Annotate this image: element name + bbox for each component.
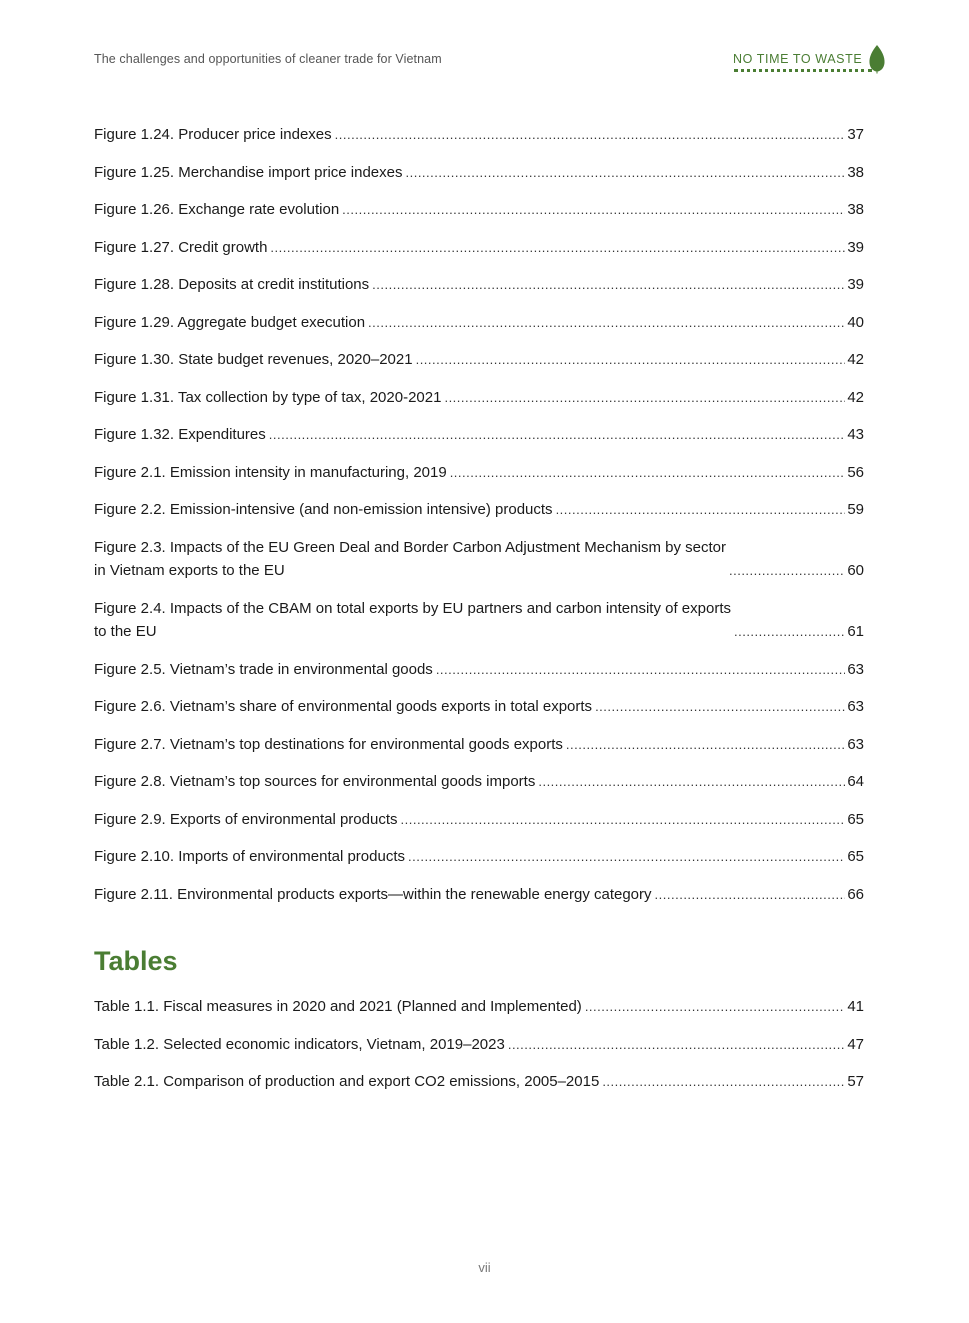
- dot-leader: [436, 658, 846, 681]
- list-of-figures: [94, 123, 864, 920]
- toc-entry-label: Figure 1.27. Credit growth: [94, 238, 268, 256]
- toc-entry[interactable]: [94, 236, 864, 259]
- dot-leader: [405, 161, 845, 184]
- toc-entry-label: Figure 2.2. Emission-intensive (and non-emission intensive) products: [94, 501, 553, 518]
- list-of-tables: [94, 995, 864, 1108]
- toc-entry-label: Figure 1.28. Deposits at credit institutions: [94, 276, 370, 293]
- dot-leader: [269, 423, 846, 446]
- toc-entry-page: 63: [847, 660, 864, 678]
- dot-leader: [335, 123, 846, 146]
- dot-leader: [342, 198, 845, 221]
- dot-leader: [401, 808, 846, 831]
- toc-entry-page: 63: [847, 698, 864, 715]
- toc-entry-label: Table 1.2. Selected economic indicators, Vietnam, 2019–2023: [94, 1035, 505, 1053]
- toc-entry-page: 63: [847, 735, 864, 753]
- toc-entry-page: 47: [847, 1035, 864, 1053]
- dot-leader: [556, 498, 846, 521]
- toc-entry[interactable]: [94, 423, 864, 446]
- toc-entry[interactable]: [94, 658, 864, 681]
- toc-entry-label-block: [94, 597, 731, 643]
- dot-leader: [270, 236, 845, 259]
- toc-entry-label: Table 2.1. Comparison of production and export CO2 emissions, 2005–2015: [94, 1073, 600, 1090]
- toc-entry[interactable]: [94, 995, 864, 1018]
- toc-entry-page: 42: [847, 388, 864, 406]
- toc-entry-label: Figure 2.3. Impacts of the EU Green Deal and Border Carbon Adjustment Mechanism by sector: [94, 538, 726, 556]
- toc-entry-label: Figure 2.4. Impacts of the CBAM on total exports by EU partners and carbon intensity of exports: [94, 599, 731, 617]
- toc-entry-page: 65: [847, 848, 864, 865]
- brand-text: NO TIME TO WASTE: [733, 52, 863, 66]
- toc-entry[interactable]: [94, 273, 864, 296]
- toc-entry-page: 56: [847, 463, 864, 481]
- toc-entry[interactable]: [94, 597, 864, 643]
- toc-entry-page: 60: [847, 561, 864, 579]
- toc-entry-label: Figure 2.8. Vietnam’s top sources for environmental goods imports: [94, 773, 536, 790]
- toc-entry-label: Figure 2.1. Emission intensity in manufacturing, 2019: [94, 463, 447, 481]
- toc-entry-label: Figure 2.7. Vietnam’s top destinations for environmental goods exports: [94, 735, 563, 753]
- toc-entry[interactable]: [94, 123, 864, 146]
- dot-leader: [729, 559, 845, 582]
- toc-entry-page: 39: [847, 276, 864, 293]
- dot-leader: [368, 311, 845, 334]
- toc-entry-page: 42: [847, 351, 864, 368]
- dot-leader: [655, 883, 846, 906]
- toc-entry-page: 61: [847, 622, 864, 640]
- page-number: vii: [478, 1260, 491, 1275]
- dot-leader: [416, 348, 846, 371]
- toc-entry-label-block: [94, 536, 726, 582]
- toc-entry[interactable]: [94, 461, 864, 484]
- dot-leader: [508, 1033, 845, 1056]
- toc-entry-label: Figure 1.25. Merchandise import price indexes: [94, 163, 403, 181]
- toc-entry-label: Figure 1.30. State budget revenues, 2020–2021: [94, 351, 413, 368]
- dot-leader: [372, 273, 845, 296]
- toc-entry-label: Figure 1.32. Expenditures: [94, 426, 266, 443]
- toc-entry-page: 38: [847, 201, 864, 218]
- toc-entry-label: Figure 1.31. Tax collection by type of tax, 2020-2021: [94, 388, 442, 406]
- toc-entry-page: 39: [847, 238, 864, 256]
- dot-leader: [734, 620, 845, 643]
- toc-entry-label: Figure 2.10. Imports of environmental products: [94, 848, 405, 865]
- toc-entry-label: Figure 1.26. Exchange rate evolution: [94, 201, 340, 218]
- dot-leader: [538, 770, 845, 793]
- toc-entry-page: 38: [847, 163, 864, 181]
- toc-entry[interactable]: [94, 733, 864, 756]
- section-heading-tables: Tables: [94, 946, 178, 976]
- toc-entry-label: Figure 1.29. Aggregate budget execution: [94, 313, 366, 331]
- toc-entry[interactable]: [94, 695, 864, 718]
- toc-entry-label: Figure 2.9. Exports of environmental products: [94, 810, 398, 828]
- toc-entry-label-continued: to the EU: [94, 622, 157, 640]
- leaf-icon: [867, 44, 887, 74]
- toc-entry[interactable]: [94, 1070, 864, 1093]
- toc-entry[interactable]: [94, 808, 864, 831]
- toc-entry[interactable]: [94, 1033, 864, 1056]
- dot-leader: [585, 995, 846, 1018]
- document-running-title: The challenges and opportunities of cleaner trade for Vietnam: [94, 52, 442, 66]
- brand-dotted-underline: [734, 69, 872, 72]
- dot-leader: [595, 695, 845, 718]
- toc-entry[interactable]: [94, 198, 864, 221]
- dot-leader: [602, 1070, 845, 1093]
- toc-entry-page: 40: [847, 313, 864, 331]
- toc-entry[interactable]: [94, 770, 864, 793]
- toc-entry-page: 59: [847, 501, 864, 518]
- toc-entry-page: 66: [847, 885, 864, 903]
- toc-entry[interactable]: [94, 161, 864, 184]
- toc-entry[interactable]: [94, 883, 864, 906]
- toc-entry-page: 43: [847, 426, 864, 443]
- toc-entry[interactable]: [94, 498, 864, 521]
- toc-entry-label: Table 1.1. Fiscal measures in 2020 and 2021 (Planned and Implemented): [94, 998, 582, 1015]
- toc-entry[interactable]: [94, 536, 864, 582]
- toc-entry[interactable]: [94, 311, 864, 334]
- dot-leader: [566, 733, 845, 756]
- dot-leader: [444, 386, 845, 409]
- toc-entry-label-continued: in Vietnam exports to the EU: [94, 561, 285, 579]
- toc-entry-page: 57: [847, 1073, 864, 1090]
- dot-leader: [408, 845, 845, 868]
- toc-entry-label: Figure 2.6. Vietnam’s share of environmental goods exports in total exports: [94, 698, 593, 715]
- toc-entry[interactable]: [94, 348, 864, 371]
- dot-leader: [450, 461, 846, 484]
- brand-logo: [733, 44, 883, 76]
- toc-entry-page: 64: [847, 773, 864, 790]
- toc-entry[interactable]: [94, 386, 864, 409]
- toc-entry-label: Figure 2.5. Vietnam’s trade in environmental goods: [94, 660, 433, 678]
- toc-entry-page: 41: [847, 998, 864, 1015]
- toc-entry-label: Figure 2.11. Environmental products exports—within the renewable energy category: [94, 885, 652, 903]
- toc-entry-label: Figure 1.24. Producer price indexes: [94, 126, 332, 143]
- toc-entry-page: 65: [847, 810, 864, 828]
- toc-entry[interactable]: [94, 845, 864, 868]
- toc-entry-page: 37: [847, 126, 864, 143]
